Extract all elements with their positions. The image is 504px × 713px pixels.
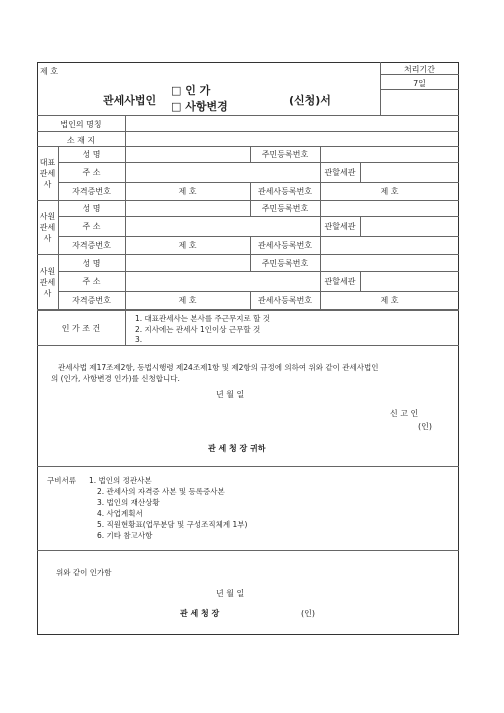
document-item-1: 1. 법인의 정관사본: [89, 476, 152, 485]
section-2-customs-label: 관할세관: [324, 222, 356, 231]
section-2-side-label: 사원 관세 사: [39, 212, 56, 243]
condition-item-3: 3.: [135, 335, 143, 344]
section-3-resident-label: 주민등록번호: [261, 259, 309, 268]
option-permit-checkbox[interactable]: □ 인 가: [171, 84, 211, 97]
applicant-seal: (인): [418, 422, 432, 431]
application-date: 년 월 일: [216, 390, 245, 399]
section-3-reg-label: 관세사등록번호: [257, 296, 313, 305]
document-item-6: 6. 기타 참고사항: [97, 531, 153, 540]
section-2-reg-label: 관세사등록번호: [257, 241, 313, 250]
document-item-5: 5. 직원현황표(업무분담 및 구성조직체계 1부): [97, 520, 248, 529]
section-1-address-label: 주 소: [82, 168, 101, 177]
section-3-cert-value: 제 호: [178, 296, 197, 305]
conditions-label: 인 가 조 건: [61, 324, 101, 333]
processing-period-label: 처리기간: [404, 65, 435, 74]
section-1-cert-value: 제 호: [178, 187, 197, 196]
firm-name-label: 법인의 명칭: [60, 120, 102, 129]
section-1-cert-label: 자격증번호: [72, 187, 111, 196]
applicant-label: 신 고 인: [390, 409, 419, 418]
documents-label: 구비서류: [47, 476, 76, 485]
approval-text: 위와 같이 인가함: [56, 568, 112, 577]
section-3-cert-label: 자격증번호: [72, 296, 111, 305]
condition-item-2: 2. 지사에는 관세사 1인이상 근무할 것: [135, 325, 261, 334]
title-left: 관세사법인: [103, 94, 157, 107]
document-item-3: 3. 법인의 재산상황: [97, 498, 160, 507]
approval-seal: (인): [301, 609, 315, 618]
document-item-2: 2. 관세사의 자격증 사본 및 등록증사본: [97, 487, 225, 496]
approval-authority: 관 세 청 장: [180, 609, 220, 618]
section-3-reg-value: 제 호: [380, 296, 399, 305]
option-change-checkbox[interactable]: □ 사항변경: [171, 100, 228, 113]
section-2-cert-label: 자격증번호: [72, 241, 111, 250]
section-2-resident-label: 주민등록번호: [261, 204, 309, 213]
addressee: 관 세 청 장 귀하: [208, 444, 266, 453]
section-1-resident-label: 주민등록번호: [261, 150, 309, 159]
section-3-name-label: 성 명: [82, 259, 101, 268]
condition-item-1: 1. 대표관세사는 본사를 주근무지로 할 것: [135, 314, 270, 323]
section-2-name-label: 성 명: [82, 204, 101, 213]
document-item-4: 4. 사업계획서: [97, 509, 143, 518]
processing-period-value: 7일: [413, 79, 426, 88]
section-2-cert-value: 제 호: [178, 241, 197, 250]
section-1-side-label: 대표 관세 사: [39, 158, 56, 189]
approval-date: 년 월 일: [216, 589, 245, 598]
title-right: (신청)서: [289, 94, 331, 107]
section-1-reg-value: 제 호: [380, 187, 399, 196]
section-1-name-label: 성 명: [82, 150, 101, 159]
doc-number: 제 호: [40, 67, 58, 76]
section-2-address-label: 주 소: [82, 222, 101, 231]
firm-address-label: 소 재 지: [66, 136, 96, 145]
section-3-address-label: 주 소: [82, 277, 101, 286]
section-3-side-label: 사원 관세 사: [39, 267, 56, 298]
section-1-reg-label: 관세사등록번호: [257, 187, 313, 196]
section-3-customs-label: 관할세관: [324, 277, 356, 286]
section-1-customs-label: 관할세관: [324, 168, 356, 177]
application-text-line2: 의 (인가, 사항변경 인가)를 신청합니다.: [51, 374, 180, 383]
application-text-line1: 관세사법 제17조제2항, 동법시행령 제24조제1항 및 제2항의 규정에 의하여 위와 같이 관세사법인: [58, 363, 379, 372]
